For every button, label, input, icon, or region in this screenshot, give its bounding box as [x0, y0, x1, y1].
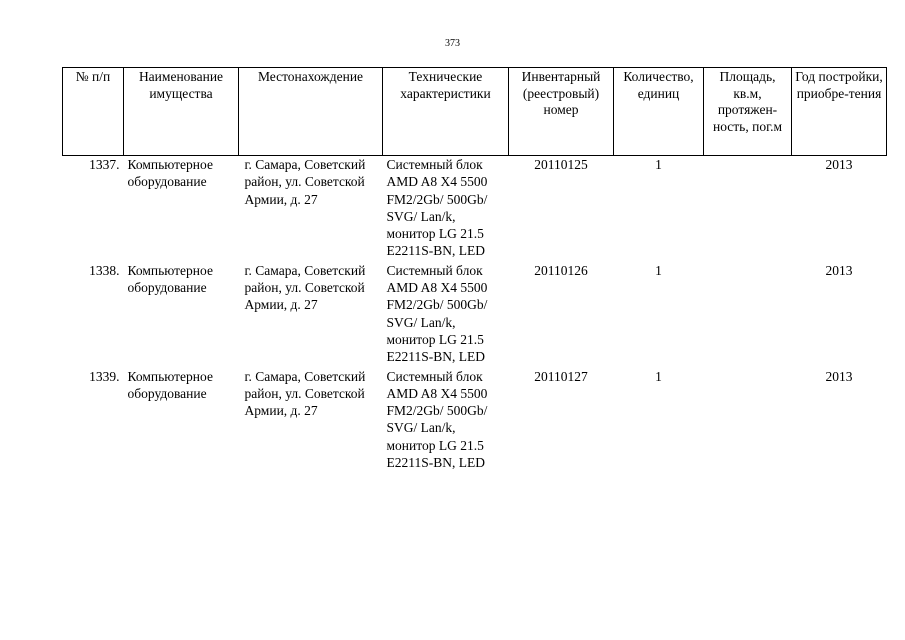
row-number: 1338. — [89, 262, 120, 278]
table-row — [63, 262, 887, 368]
row-technical-specs: Системный блок AMD A8 X4 5500 FM2/2Gb/ 500Gb/ SVG/ Lan/k, монитор LG 21.5 E2211S-BN, LED — [386, 157, 488, 259]
row-location: г. Самара, Советский район, ул. Советской Армии, д. 27 — [244, 262, 366, 313]
header-quantity: Количество, единиц — [614, 68, 704, 156]
property-register-table — [62, 67, 886, 473]
header-number: № п/п — [63, 68, 124, 156]
row-technical-specs: Системный блок AMD A8 X4 5500 FM2/2Gb/ 500Gb/ SVG/ Lan/k, монитор LG 21.5 E2211S-BN, LED — [386, 368, 488, 471]
row-year: 2013 — [825, 368, 853, 384]
row-property-name: Компьютерное оборудование — [127, 262, 213, 296]
header-location: Местонахождение — [239, 68, 383, 156]
row-area — [704, 156, 792, 262]
row-quantity: 1 — [655, 368, 662, 384]
row-quantity: 1 — [655, 157, 662, 172]
table-row — [63, 368, 887, 474]
row-property-name: Компьютерное оборудование — [127, 368, 213, 401]
row-quantity: 1 — [655, 262, 662, 278]
row-year: 2013 — [825, 157, 853, 172]
row-location: г. Самара, Советский район, ул. Советской Армии, д. 27 — [244, 157, 366, 207]
row-area — [704, 262, 792, 368]
row-property-name: Компьютерное оборудование — [127, 157, 213, 190]
row-inventory-number: 20110127 — [534, 368, 588, 384]
table-row — [63, 156, 887, 262]
header-area: Площадь, кв.м, протяжен-ность, пог.м — [704, 68, 792, 156]
header-technical-specs: Технические характеристики — [383, 68, 509, 156]
table-header-row — [63, 68, 887, 156]
row-number: 1337. — [89, 157, 120, 172]
row-year: 2013 — [825, 262, 853, 278]
row-inventory-number: 20110126 — [534, 262, 588, 278]
row-area — [704, 368, 792, 474]
row-location: г. Самара, Советский район, ул. Советской Армии, д. 27 — [244, 368, 366, 419]
row-technical-specs: Системный блок AMD A8 X4 5500 FM2/2Gb/ 500Gb/ SVG/ Lan/k, монитор LG 21.5 E2211S-BN, LED — [386, 262, 488, 365]
row-number: 1339. — [89, 368, 120, 384]
page-number: 373 — [445, 38, 460, 49]
header-property-name: Наименование имущества — [124, 68, 239, 156]
header-inventory-number: Инвентарный (реестровый) номер — [509, 68, 614, 156]
row-inventory-number: 20110125 — [534, 157, 588, 172]
header-year: Год постройки, приобре-тения — [792, 68, 887, 156]
